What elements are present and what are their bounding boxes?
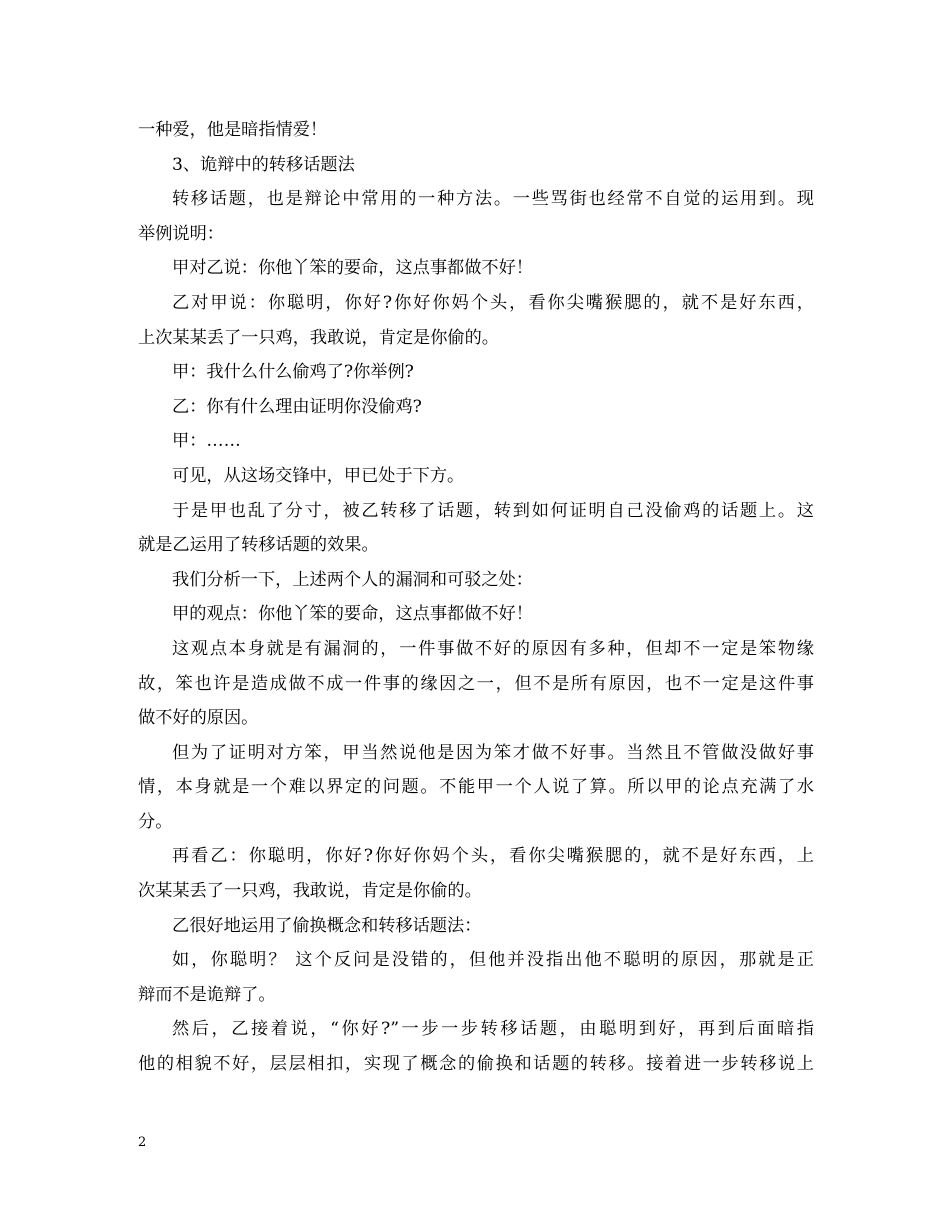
text-line: 甲：…… [172, 431, 241, 452]
text-line: 做不好的原因。 [138, 708, 259, 729]
text-line: 辩而不是诡辩了。 [138, 984, 276, 1005]
text-line: 于是甲也乱了分寸，被乙转移了话题，转到如何证明自己没偷鸡的话题上。这 [172, 500, 814, 521]
text-line: 甲对乙说：你他丫笨的要命，这点事都做不好！ [172, 258, 533, 279]
text-line: 甲：我什么什么偷鸡了?你举例? [172, 362, 414, 383]
text-line: 甲的观点：你他丫笨的要命，这点事都做不好！ [172, 604, 533, 625]
text-line: 这观点本身就是有漏洞的，一件事做不好的原因有多种，但却不一定是笨物缘 [172, 638, 814, 659]
text-line: 次某某丢了一只鸡，我敢说，肯定是你偷的。 [138, 881, 482, 902]
text-line: 情，本身就是一个难以界定的问题。不能甲一个人说了算。所以甲的论点充满了水 [138, 777, 814, 798]
section-heading: 3、诡辩中的转移话题法 [172, 154, 355, 175]
text-line: 但为了证明对方笨，甲当然说他是因为笨才做不好事。当然且不管做没做好事 [172, 742, 814, 763]
text-line: 然后，乙接着说，“你好?”一步一步转移话题，由聪明到好，再到后面暗指 [172, 1019, 814, 1040]
text-line: 乙对甲说：你聪明，你好?你好你妈个头，看你尖嘴猴腮的，就不是好东西， [172, 292, 814, 313]
text-line: 故，笨也许是造成做不成一件事的缘因之一，但不是所有原因，也不一定是这件事 [138, 673, 814, 694]
text-line: 乙很好地运用了偷换概念和转移话题法： [172, 915, 482, 936]
text-line: 分。 [138, 811, 173, 832]
text-line: 一种爱，他是暗指情爱！ [138, 120, 328, 140]
text-line: 转移话题，也是辩论中常用的一种方法。一些骂街也经常不自觉的运用到。现 [172, 189, 814, 210]
body-text [138, 113, 814, 1082]
text-line: 如，你聪明？ 这个反问是没错的，但他并没指出他不聪明的原因，那就是正 [172, 950, 814, 971]
text-line: 可见，从这场交锋中，甲已处于下方。 [172, 465, 465, 486]
text-line: 再看乙：你聪明，你好?你好你妈个头，看你尖嘴猴腮的，就不是好东西，上 [172, 846, 814, 867]
text-line: 他的相貌不好，层层相扣，实现了概念的偷换和话题的转移。接着进一步转移说上 [138, 1054, 814, 1075]
page-number: 2 [138, 1135, 147, 1150]
text-line: 举例说明： [138, 223, 224, 244]
text-line: 就是乙运用了转移话题的效果。 [138, 535, 379, 556]
text-line: 上次某某丢了一只鸡，我敢说，肯定是你偷的。 [138, 327, 499, 348]
text-line: 乙：你有什么理由证明你没偷鸡? [172, 396, 422, 417]
text-line: 我们分析一下，上述两个人的漏洞和可驳之处： [172, 569, 533, 590]
